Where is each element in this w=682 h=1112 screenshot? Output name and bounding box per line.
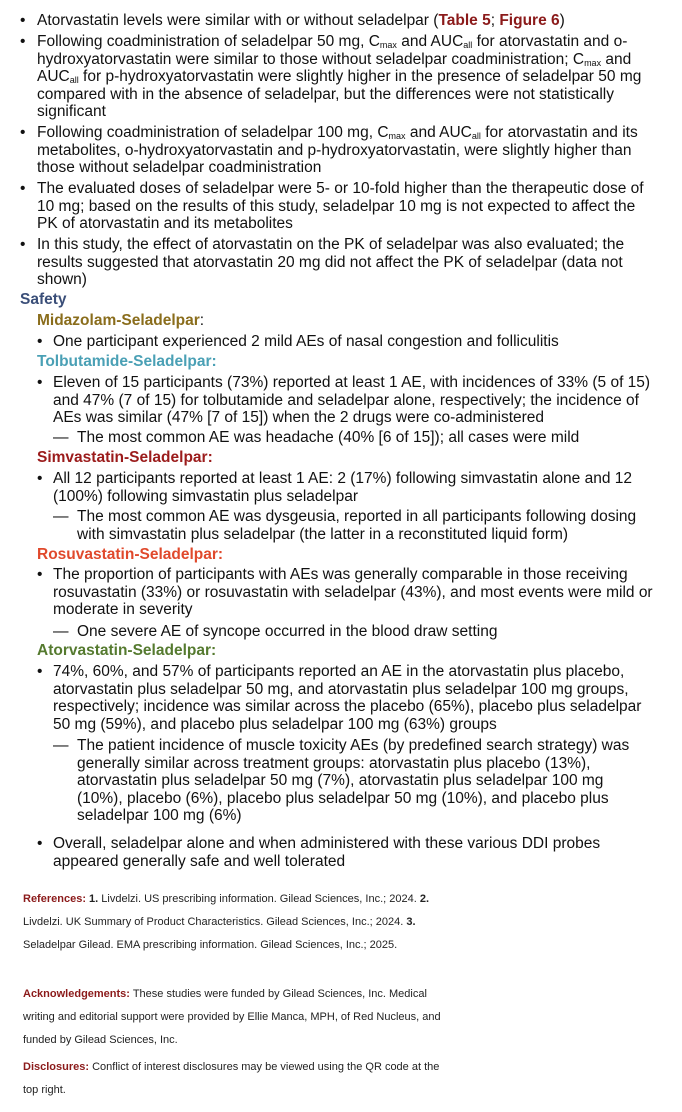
bullet-dot: •	[37, 374, 43, 391]
bullet-dot: •	[20, 12, 26, 29]
tolbutamide-heading: Tolbutamide-Seladelpar:	[37, 353, 217, 370]
atorvastatin-dash: — The patient incidence of muscle toxicity AEs (by predefined search strategy) was generally similar across treatment groups: atorvastatin plus placebo (13%), atorvastatin plus seladelpar 50 mg (7%), atorvastatin plus seladelpar 100 mg (10%), placebo (6%), placebo plus seladelpar 50 mg (10%), and placebo plus seladelpar 100 mg (6%)	[53, 737, 630, 825]
acknowledgements-label: Acknowledgements:	[23, 988, 130, 1000]
tolbutamide-bullet: • Eleven of 15 participants (73%) reported at least 1 AE, with incidences of 33% (5 of 15) and 47% (7 of 15) for tolbutamide and seladelpar alone, respectively; the incidence of AEs was similar (47% [7 of 15]) when the 2 drugs were co-administered	[37, 374, 651, 427]
references: References: 1. Livdelzi. US prescribing information. Gilead Sciences, Inc.; 2024. 2. Livdelzi. UK Summary of Product Characteristics. Gilead Sciences, Inc.; 2024. 3. Seladelpar Gilead. EMA prescribing information. Gilead Sciences, Inc.; 2025.	[23, 893, 430, 951]
bullet-dot: •	[37, 333, 43, 350]
bullet-dot: •	[20, 180, 26, 197]
references-label: References:	[23, 893, 86, 905]
midazolam-bullet: • One participant experienced 2 mild AEs of nasal congestion and folliculitis	[37, 333, 559, 350]
table-5-link[interactable]: Table 5	[438, 12, 491, 29]
bullet-dot: •	[37, 663, 43, 680]
figure-6-link[interactable]: Figure 6	[499, 12, 560, 29]
atorvastatin-overall: • Overall, seladelpar alone and when administered with these various DDI probes appeared generally safe and well tolerated	[37, 835, 601, 870]
atorvastatin-heading: Atorvastatin-Seladelpar:	[37, 642, 217, 659]
bullet-dot: •	[37, 835, 43, 852]
bullet-dot: •	[20, 124, 26, 141]
bullet-dot: •	[37, 470, 43, 487]
dash-mark: —	[53, 737, 69, 754]
simvastatin-dash: — The most common AE was dysgeusia, reported in all participants following dosing with simvastatin plus seladelpar (the latter in a reconstituted liquid form)	[53, 508, 637, 543]
rosuvastatin-dash: — One severe AE of syncope occurred in the blood draw setting	[53, 623, 498, 640]
bullet-dot: •	[20, 236, 26, 253]
rosuvastatin-heading: Rosuvastatin-Seladelpar:	[37, 546, 224, 563]
dash-mark: —	[53, 429, 69, 446]
dash-mark: —	[53, 508, 69, 525]
disclosures-label: Disclosures:	[23, 1061, 90, 1073]
acknowledgements: Acknowledgements: These studies were funded by Gilead Sciences, Inc. Medical writing and editorial support were provided by Ellie Manca, MPH, of Red Nucleus, and funded by Gilead Sciences, Inc.	[23, 988, 441, 1046]
rosuvastatin-bullet: • The proportion of participants with AEs was generally comparable in those receiving rosuvastatin (33%) or rosuvastatin with seladelpar (43%), and most events were mild or moderate in severity	[37, 566, 653, 619]
atorvastatin-bullet: • 74%, 60%, and 57% of participants reported an AE in the atorvastatin plus placebo, atorvastatin plus seladelpar 50 mg, and atorvastatin plus seladelpar 100 mg groups, respectively; incidence was similar across the placebo (65%), placebo plus seladelpar 50 mg (59%), and placebo plus seladelpar 100 mg (63%) groups	[37, 663, 642, 733]
simvastatin-bullet: • All 12 participants reported at least 1 AE: 2 (17%) following simvastatin alone and 12 (100%) following simvastatin plus seladelpar	[37, 470, 632, 505]
pk-bullet-1: • Atorvastatin levels were similar with or without seladelpar (Table 5; Figure 6)	[20, 12, 565, 29]
safety-heading: Safety	[20, 291, 67, 308]
pk-bullet-5: • In this study, the effect of atorvastatin on the PK of seladelpar was also evaluated; the results suggested that atorvastatin 20 mg did not affect the PK of seladelpar (data not shown)	[20, 236, 625, 289]
pk-bullet-4: • The evaluated doses of seladelpar were 5- or 10-fold higher than the therapeutic dose of 10 mg; based on the results of this study, seladelpar 10 mg is not expected to affect the PK of atorvastatin and its metabolites	[20, 180, 644, 233]
bullet-dot: •	[20, 33, 26, 50]
disclosures: Disclosures: Conflict of interest disclosures may be viewed using the QR code at the top right.	[23, 1061, 440, 1096]
dash-mark: —	[53, 623, 69, 640]
tolbutamide-dash: — The most common AE was headache (40% [6 of 15]); all cases were mild	[53, 429, 580, 446]
bullet-dot: •	[37, 566, 43, 583]
pk-bullet-2: • Following coadministration of seladelpar 50 mg, $C_{max}$ and $AUC_{all}$ for atorvastatin and o-hydroxyatorvastatin were similar to those without seladelpar coadministration; $C_{max}$ and $AUC_{all}$ for p-hydroxyatorvastatin were slightly higher in the presence of seladelpar 50 mg compared with in the absence of seladelpar, but the differences were not statistically significant	[20, 33, 642, 121]
pk-bullet-3: • Following coadministration of seladelpar 100 mg, $C_{max}$ and $AUC_{all}$ for atorvastatin and its metabolites, o-hydroxyatorvastatin and p-hydroxyatorvastatin, were slightly higher than those without seladelpar coadministration	[20, 124, 638, 177]
simvastatin-heading: Simvastatin-Seladelpar:	[37, 449, 213, 466]
midazolam-heading: Midazolam-Seladelpar:	[37, 312, 205, 329]
